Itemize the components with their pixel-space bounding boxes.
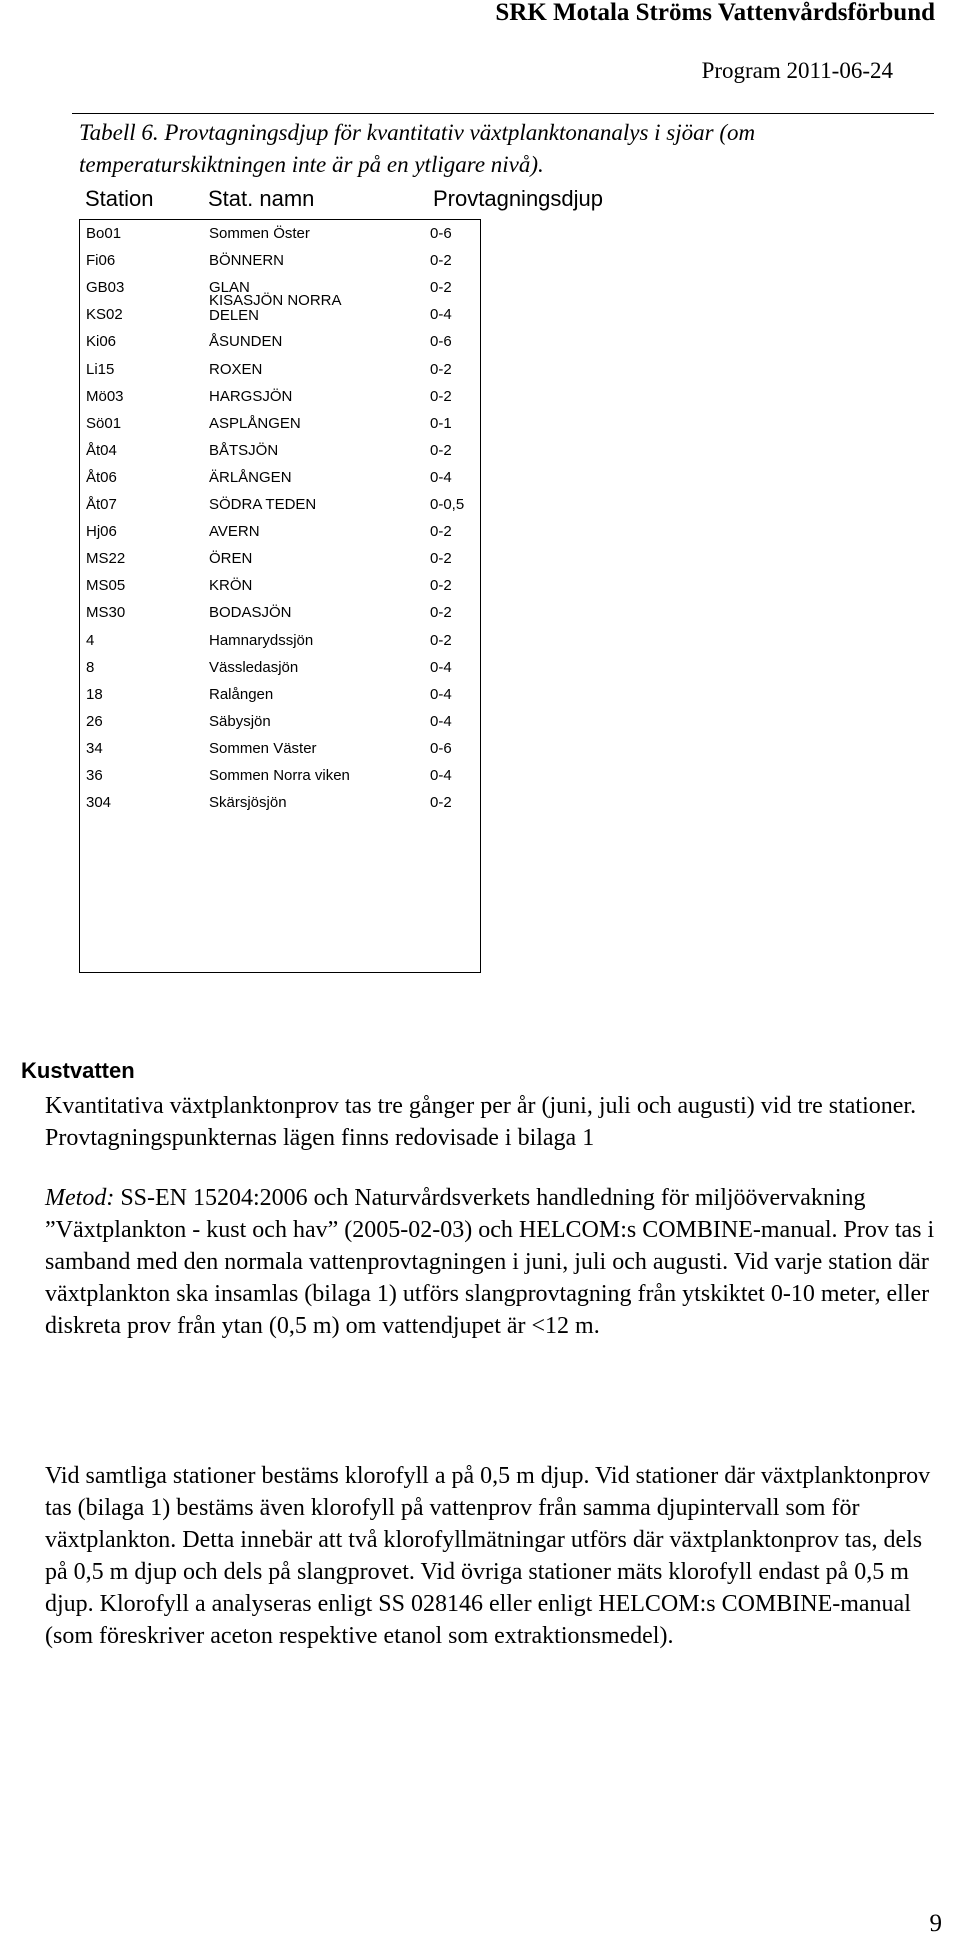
cell-sampling-depth: 0-2 — [430, 252, 452, 270]
cell-sampling-depth: 0-1 — [430, 414, 452, 432]
header-divider — [72, 113, 934, 114]
cell-sampling-depth: 0-6 — [430, 225, 452, 242]
cell-sampling-depth: 0-2 — [430, 360, 452, 378]
cell-station: 18 — [86, 685, 103, 703]
cell-station: MS22 — [86, 550, 126, 568]
cell-station-name: ÖREN — [209, 550, 253, 568]
cell-station-name: Vässledasjön — [209, 658, 299, 676]
section-heading-kustvatten: Kustvatten — [21, 1058, 135, 1083]
cell-station-name: BÖNNERN — [209, 252, 285, 270]
cell-station: Mö03 — [86, 387, 124, 405]
cell-station-name: ROXEN — [209, 360, 263, 378]
cell-station-name: Hamnarydssjön — [209, 631, 314, 649]
cell-station-name: BÅTSJÖN — [209, 441, 279, 459]
method-text: SS-EN 15204:2006 och Naturvårdsverkets handledning för miljöövervakning ”Växtplankton - kust och hav” (2005-02-03) och HELCOM:s COMBINE-manual. Prov tas i samband med den normala vattenprovtagningen i juni, juli och augusti. Vid varje station där växtplankton ska insamlas (bilaga 1) utförs slangprovtagning från ytskiktet 0-10 meter, eller diskreta prov från ytan (0,5 m) om vattendjupet är <12 m. — [45, 1185, 935, 1339]
cell-station-name: SÖDRA TEDEN — [209, 496, 317, 513]
cell-station: 304 — [86, 794, 112, 812]
cell-sampling-depth: 0-2 — [430, 631, 452, 649]
header-program-date: Program 2011-06-24 — [701, 58, 893, 83]
cell-station: GB03 — [86, 279, 125, 297]
cell-station-name: ÄRLÅNGEN — [209, 468, 292, 486]
cell-station: Fi06 — [86, 252, 116, 270]
cell-station-name: KRÖN — [209, 577, 253, 595]
cell-station-name: Sommen Öster — [209, 225, 310, 242]
cell-sampling-depth: 0-4 — [430, 712, 452, 730]
cell-sampling-depth: 0-4 — [430, 685, 452, 703]
table-caption: Tabell 6. Provtagningsdjup för kvantitativ växtplanktonanalys i sjöar (om temperaturskiktningen inte är på en ytligare nivå). — [79, 120, 756, 177]
header-organization: SRK Motala Ströms Vattenvårdsförbund — [495, 0, 935, 26]
cell-station-name: AVERN — [209, 523, 260, 541]
cell-station: KS02 — [86, 306, 123, 324]
cell-station-name: Sommen Norra viken — [209, 767, 350, 784]
paragraph-chlorophyll: Vid samtliga stationer bestäms klorofyll a på 0,5 m djup. Vid stationer där växtplanktonprov tas (bilaga 1) bestäms även klorofyll på vattenprov från samma djupintervall som för växtplankton. Detta innebär att två klorofyllmätningar utförs där växtplanktonprov tas, dels på 0,5 m djup och dels på slangprovet. Vid övriga stationer mäts klorofyll endast på 0,5 m djup. Klorofyll a analyseras enligt SS 028146 eller enligt HELCOM:s COMBINE-manual (som föreskriver aceton respektive etanol som extraktionsmedel). — [45, 1463, 931, 1649]
cell-sampling-depth: 0-2 — [430, 794, 452, 812]
cell-station: MS30 — [86, 604, 126, 622]
cell-station-name: Skärsjösjön — [209, 794, 287, 812]
cell-station-name: ÅSUNDEN — [209, 333, 283, 351]
cell-sampling-depth: 0-2 — [430, 604, 452, 622]
cell-sampling-depth: 0-2 — [430, 441, 452, 459]
cell-station: Åt07 — [86, 496, 117, 513]
cell-station: Åt04 — [86, 441, 117, 459]
paragraph-sampling-frequency: Kvantitativa växtplanktonprov tas tre gånger per år (juni, juli och augusti) vid tre stationer. Provtagningspunkternas lägen finns redovisade i bilaga 1 — [45, 1093, 917, 1151]
cell-sampling-depth: 0-6 — [430, 333, 452, 351]
cell-station: 4 — [86, 631, 95, 649]
cell-station: Ki06 — [86, 333, 117, 351]
cell-station-name: ASPLÅNGEN — [209, 414, 301, 432]
cell-station: Åt06 — [86, 468, 117, 486]
cell-station: 26 — [86, 712, 103, 730]
cell-station: 8 — [86, 658, 95, 676]
cell-station: Li15 — [86, 360, 115, 378]
cell-sampling-depth: 0-2 — [430, 523, 452, 541]
cell-station: MS05 — [86, 577, 126, 595]
cell-station-name: Ralången — [209, 685, 274, 703]
cell-station-name: Sommen Väster — [209, 739, 317, 757]
column-header-sampling-depth: Provtagningsdjup — [433, 186, 604, 211]
cell-station: Hj06 — [86, 523, 117, 541]
table-row — [80, 783, 480, 816]
cell-sampling-depth: 0-4 — [430, 306, 452, 324]
cell-sampling-depth: 0-6 — [430, 739, 452, 757]
cell-sampling-depth: 0-4 — [430, 767, 452, 784]
sampling-depth-table — [79, 219, 481, 973]
paragraph-method — [45, 1182, 950, 1342]
cell-sampling-depth: 0-2 — [430, 577, 452, 595]
column-header-station-name: Stat. namn — [208, 186, 315, 211]
method-label: Metod: — [45, 1185, 115, 1211]
cell-station-name: BODASJÖN — [209, 604, 292, 622]
cell-station: Bo01 — [86, 225, 122, 242]
cell-sampling-depth: 0-0,5 — [430, 496, 465, 513]
cell-sampling-depth: 0-4 — [430, 658, 452, 676]
cell-sampling-depth: 0-4 — [430, 468, 452, 486]
cell-station-name: Säbysjön — [209, 712, 271, 730]
cell-station: 36 — [86, 767, 103, 784]
cell-station-name: GLAN — [209, 279, 250, 297]
cell-station: 34 — [86, 739, 103, 757]
page-number: 9 — [929, 1910, 942, 1937]
column-header-station: Station — [85, 186, 154, 211]
cell-sampling-depth: 0-2 — [430, 387, 452, 405]
cell-sampling-depth: 0-2 — [430, 279, 452, 297]
cell-station: Sö01 — [86, 414, 122, 432]
cell-sampling-depth: 0-2 — [430, 550, 452, 568]
cell-station-name: KISASJÖN NORRA DELEN — [209, 292, 341, 325]
cell-station-name: HARGSJÖN — [209, 387, 293, 405]
